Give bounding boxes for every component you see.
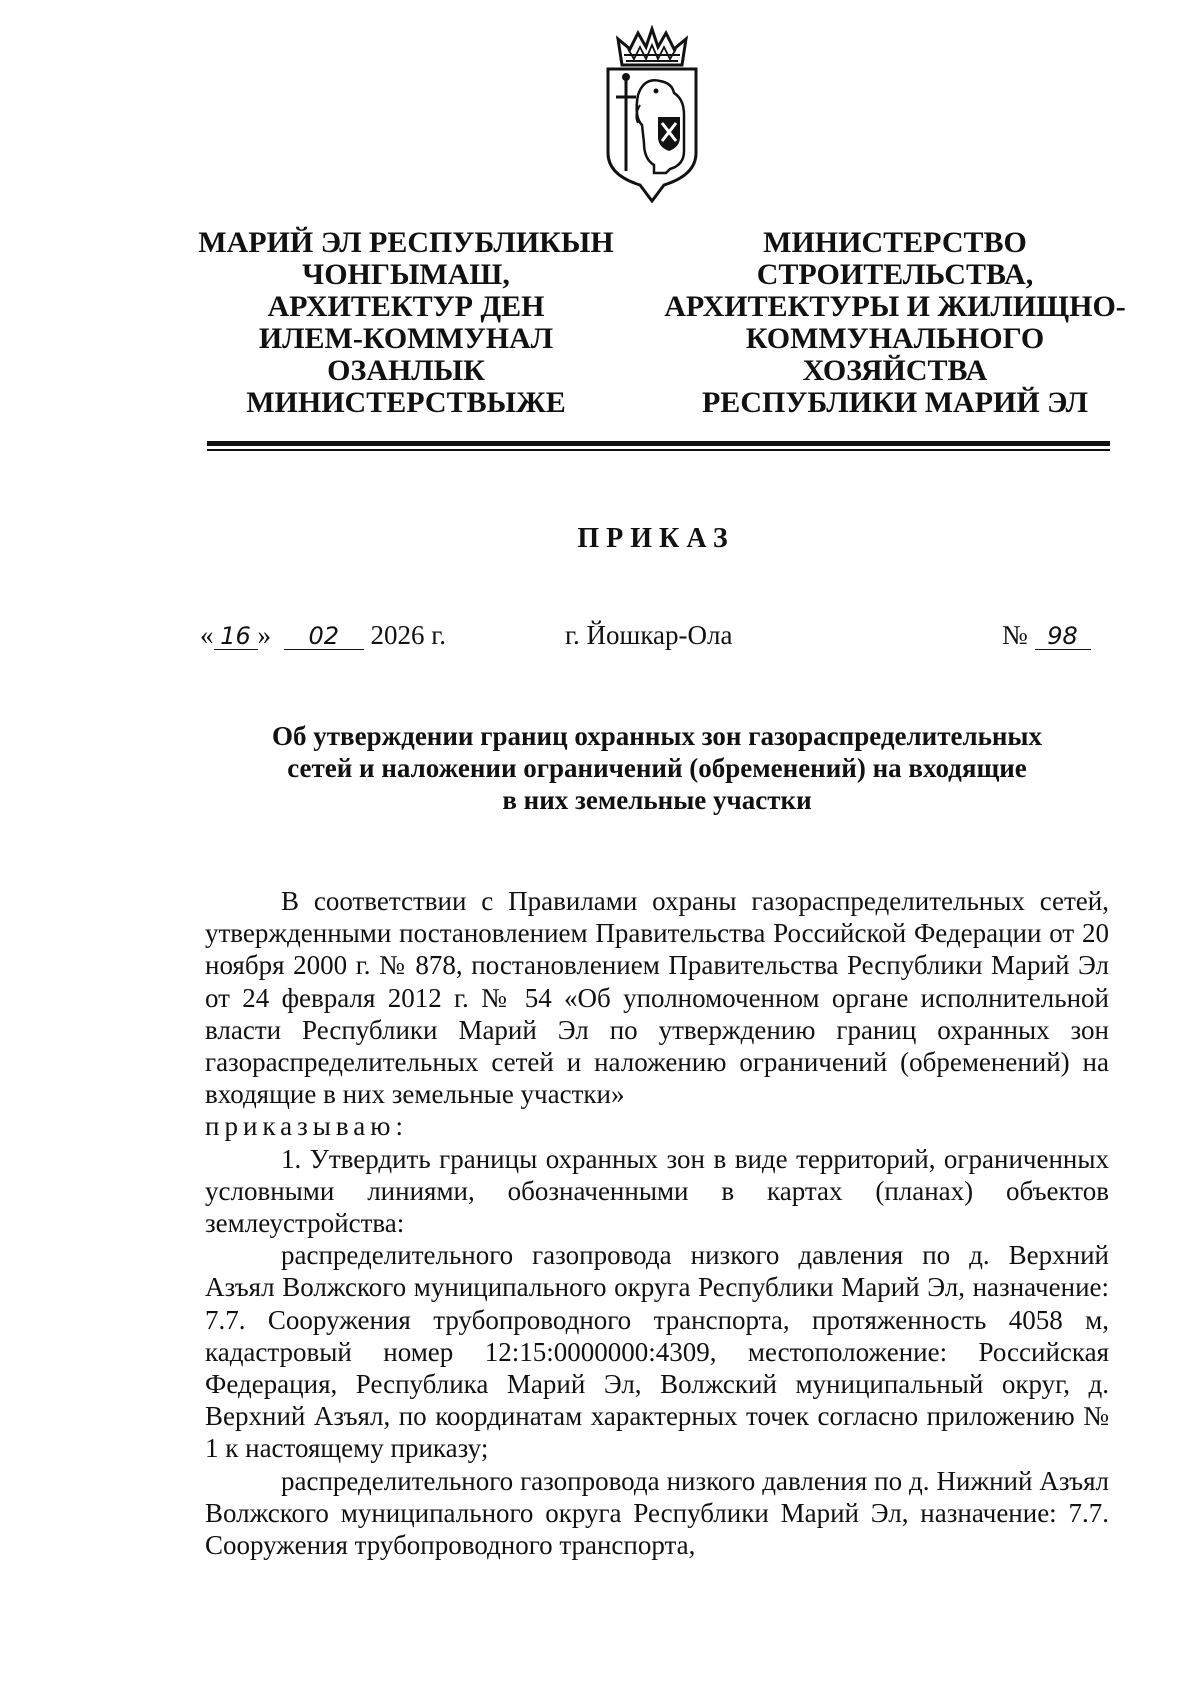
- number-sign: №: [1002, 620, 1028, 650]
- header-right-line: АРХИТЕКТУРЫ И ЖИЛИЩНО-: [664, 290, 1126, 323]
- title-line: сетей и наложении ограничений (обременений) на входящие: [287, 753, 1027, 783]
- header-divider-thin: [207, 449, 1110, 451]
- header-left-line: ЧОНГЫМАШ,: [302, 258, 510, 291]
- title-line: Об утверждении границ охранных зон газораспределительных: [271, 721, 1043, 751]
- document-body: [205, 885, 1109, 1561]
- number-handwritten: 98: [1035, 623, 1091, 650]
- document-number: [1002, 620, 1091, 651]
- date-day-handwritten: 16: [214, 623, 258, 650]
- title-line: в них земельные участки: [502, 785, 812, 815]
- date-quote-close: »: [257, 620, 271, 650]
- coat-of-arms-emblem: [604, 25, 700, 203]
- gas-pipeline-paragraph-b: распределительного газопровода низкого давления по д. Нижний Азъял Волжского муниципального округа Республики Марий Эл, назначение: 7.7. Сооружения трубопроводного транспорта,: [205, 1465, 1109, 1561]
- header-right-line: СТРОИТЕЛЬСТВА,: [756, 258, 1034, 291]
- document-type: ПРИКАЗ: [577, 523, 735, 554]
- order-word: приказываю:: [205, 1111, 408, 1142]
- date-year: 2026 г.: [370, 620, 447, 650]
- header-divider-thick: [207, 441, 1110, 446]
- header-left-line: МАРИЙ ЭЛ РЕСПУБЛИКЫН: [198, 226, 614, 259]
- header-left-line: АРХИТЕКТУР ДЕН: [267, 290, 545, 323]
- header-right-line: РЕСПУБЛИКИ МАРИЙ ЭЛ: [701, 386, 1088, 419]
- document-city: г. Йошкар-Ола: [565, 620, 733, 650]
- header-left-line: МИНИСТЕРСТВЫЖЕ: [246, 386, 566, 419]
- document-title: [205, 720, 1109, 816]
- header-right-line: МИНИСТЕРСТВО: [763, 226, 1027, 259]
- preamble-paragraph: В соответствии с Правилами охраны газораспределительных сетей, утвержденными постановлением Правительства Российской Федерации от 20 ноября 2000 г. № 878, постановлением Правительства Республики Марий Эл от 24 февраля 2012 г. № 54 «Об уполномоченном органе исполнительной власти Республики Марий Эл по утверждению границ охранных зон газораспределительных сетей и наложению ограничений (обременений) на входящие в них земельные участки»: [205, 886, 1109, 1110]
- date-month-handwritten: 02: [284, 623, 364, 650]
- date-quote-open: «: [200, 620, 214, 650]
- header-right-line: КОММУНАЛЬНОГО: [745, 322, 1045, 355]
- gas-pipeline-paragraph-a: распределительного газопровода низкого давления по д. Верхний Азъял Волжского муниципального округа Республики Марий Эл, назначение: 7.7. Сооружения трубопроводного транспорта, протяженность 4058 м, кадастровый номер 12:15:0000000:4309, местоположение: Российская Федерация, Республика Марий Эл, Волжский муниципальный округ, д. Верхний Азъял, по координатам характерных точек согласно приложению № 1 к настоящему приказу;: [205, 1240, 1109, 1464]
- item-1-paragraph: 1. Утвердить границы охранных зон в виде территорий, ограниченных условными линиями, обозначенными в картах (планах) объектов землеустройства:: [205, 1143, 1109, 1239]
- document-date: [200, 620, 446, 651]
- header-left-line: ОЗАНЛЫК: [327, 354, 485, 387]
- header-left-line: ИЛЕМ-КОММУНАЛ: [258, 322, 554, 355]
- header-right-line: ХОЗЯЙСТВА: [802, 354, 988, 387]
- header-left-ministry-name: [186, 227, 626, 419]
- header-right-ministry-name: [660, 227, 1130, 419]
